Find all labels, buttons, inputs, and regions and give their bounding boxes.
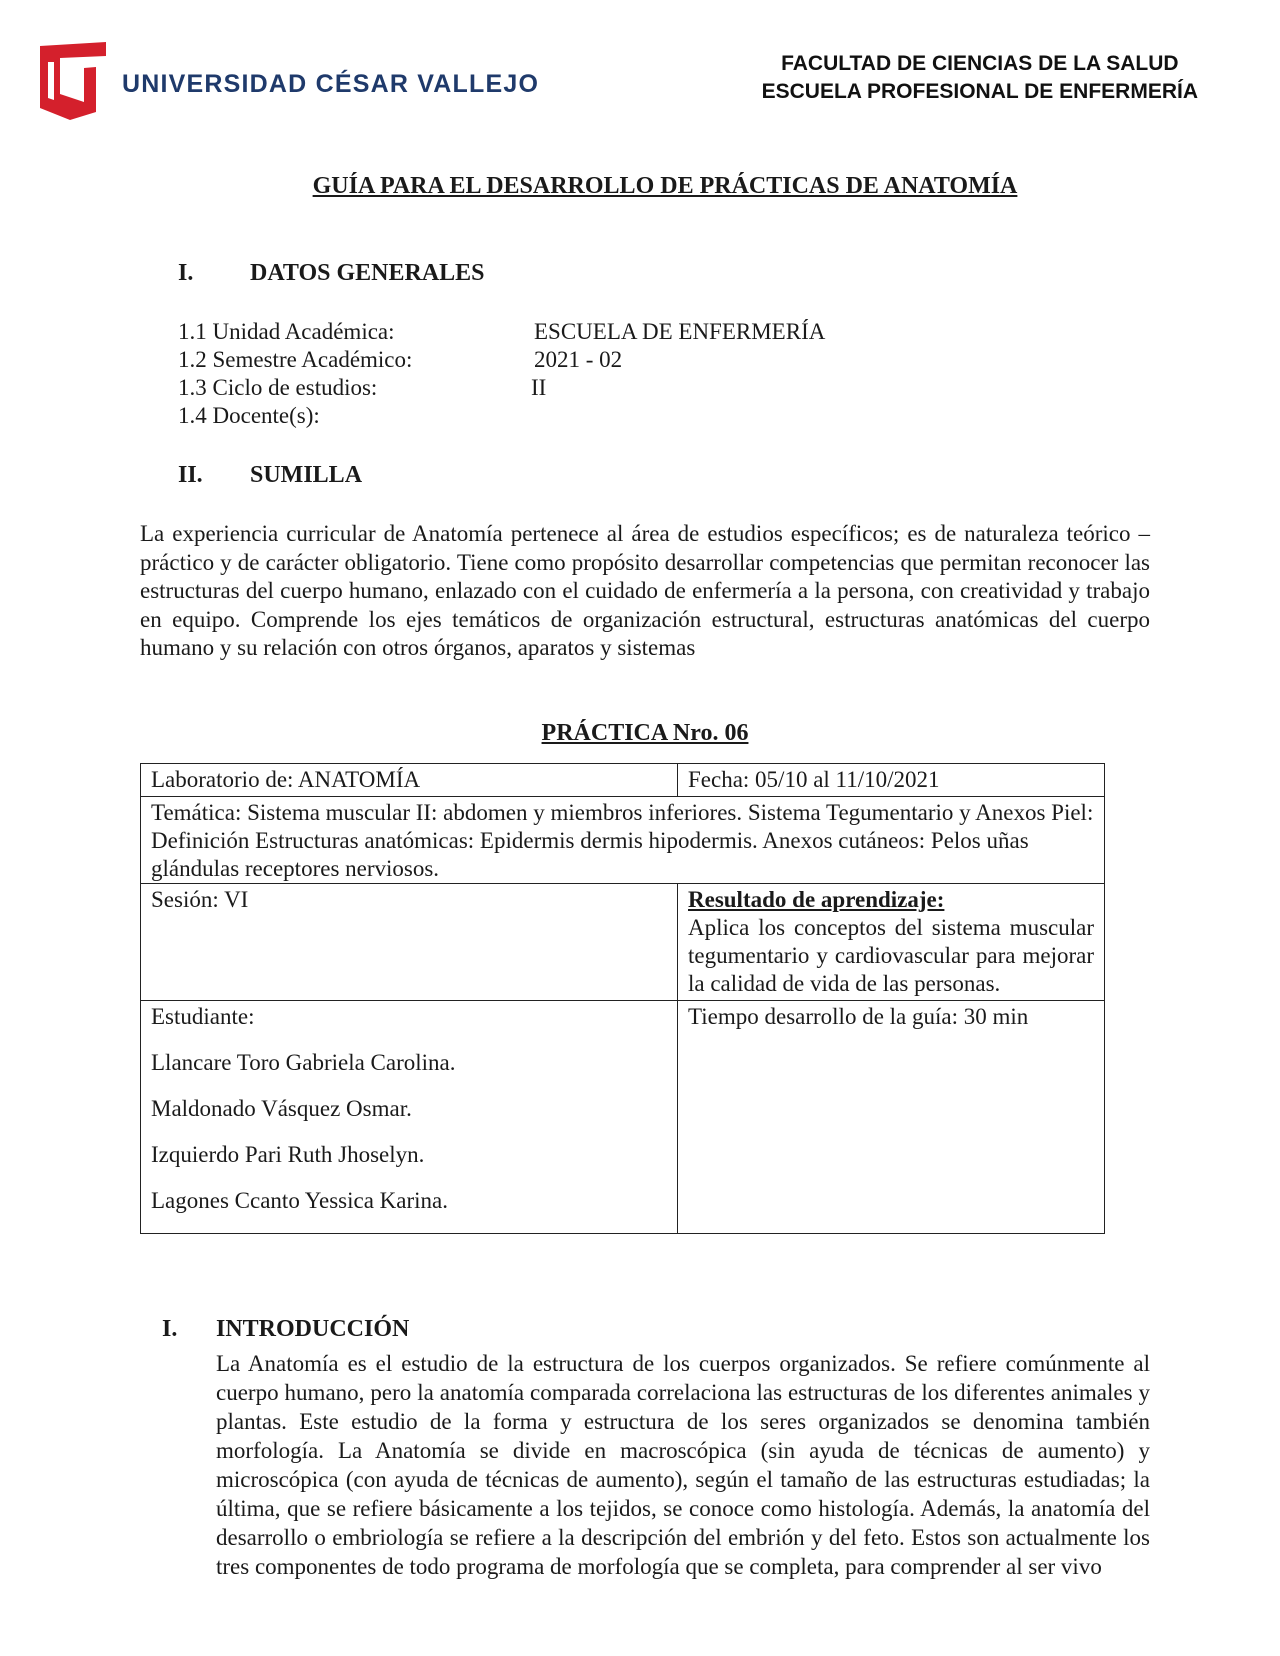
student-name: Llancare Toro Gabriela Carolina. xyxy=(151,1050,456,1075)
datos-row xyxy=(178,402,825,430)
practica-table xyxy=(140,763,1105,1234)
student-name: Izquierdo Pari Ruth Jhoselyn. xyxy=(151,1142,425,1167)
university-logo xyxy=(40,42,539,120)
datos-label: 1.1 Unidad Académica: xyxy=(178,319,395,344)
datos-generales-list xyxy=(178,318,825,430)
section-datos-generales-heading xyxy=(178,260,485,287)
student-name: Maldonado Vásquez Osmar. xyxy=(151,1096,412,1121)
introduccion-paragraph: La Anatomía es el estudio de la estructura de los cuerpos organizados. Se refiere comúnmente al cuerpo humano, pero la anatomía comparada correlaciona las estructuras de los diferentes animales y plantas. Este estudio de la forma y estructura de los seres organizados se denomina también morfología. La Anatomía se divide en macroscópica (sin ayuda de técnicas de aumento) y microscópica (con ayuda de técnicas de aumento), según el tamaño de las estructuras estudiadas; la última, que se refiere básicamente a los tejidos, se conoce como histología. Además, la anatomía del desarrollo o embriología se refiere a la descripción del embrión y del feto. Estos son actualmente los tres componentes de todo programa de morfología que se completa, para comprender al ser vivo xyxy=(216,1351,1150,1579)
section-title: DATOS GENERALES xyxy=(250,260,485,286)
datos-row xyxy=(178,318,825,346)
estudiante-label: Estudiante: xyxy=(151,1004,255,1029)
faculty-name: FACULTAD DE CIENCIAS DE LA SALUD xyxy=(781,52,1179,75)
student-name: Lagones Ccanto Yessica Karina. xyxy=(151,1188,449,1213)
table-row xyxy=(141,1001,1105,1234)
tematica-cell: Temática: Sistema muscular II: abdomen y miembros inferiores. Sistema Tegumentario y Anexos Piel: Definición Estructuras anatómicas: Epidermis dermis hipodermis. Anexos cutáneos: Pelos uñas glándulas receptores nerviosos. xyxy=(141,797,1105,884)
section-title: INTRODUCCIÓN xyxy=(216,1316,410,1342)
datos-row xyxy=(178,374,825,402)
section-number: I. xyxy=(178,260,194,286)
table-row xyxy=(141,797,1105,884)
section-number: I. xyxy=(162,1316,178,1342)
resultado-label: Resultado de aprendizaje: xyxy=(688,887,945,912)
datos-label: 1.3 Ciclo de estudios: xyxy=(178,375,378,400)
university-name: UNIVERSIDAD CÉSAR VALLEJO xyxy=(122,69,540,98)
fecha-cell: Fecha: 05/10 al 11/10/2021 xyxy=(678,764,1105,797)
sesion-cell: Sesión: VI xyxy=(141,884,678,1001)
resultado-text: Aplica los conceptos del sistema muscular tegumentario y cardiovascular para mejorar la calidad de vida de las personas. xyxy=(688,915,1094,996)
school-name: ESCUELA PROFESIONAL DE ENFERMERÍA xyxy=(761,80,1198,103)
datos-value: ESCUELA DE ENFERMERÍA xyxy=(534,319,826,344)
resultado-cell xyxy=(678,884,1105,1001)
practica-title: PRÁCTICA Nro. 06 xyxy=(541,720,749,746)
section-number: II. xyxy=(178,462,203,488)
datos-row xyxy=(178,346,825,374)
ucv-shield-icon xyxy=(40,42,106,120)
datos-value: II xyxy=(531,375,547,400)
estudiante-cell xyxy=(141,1001,678,1234)
datos-value: 2021 - 02 xyxy=(534,347,623,372)
table-row xyxy=(141,764,1105,797)
section-sumilla-heading xyxy=(178,462,362,489)
tiempo-cell: Tiempo desarrollo de la guía: 30 min xyxy=(678,1001,1105,1234)
sumilla-paragraph: La experiencia curricular de Anatomía pertenece al área de estudios específicos; es de naturaleza teórico – práctico y de carácter obligatorio. Tiene como propósito desarrollar competencias que permitan reconocer las estructuras del cuerpo humano, enlazado con el cuidado de enfermería a la persona, con creatividad y trabajo en equipo. Comprende los ejes temáticos de organización estructural, estructuras anatómicas del cuerpo humano y su relación con otros órganos, aparatos y sistemas xyxy=(140,521,1150,660)
table-row xyxy=(141,884,1105,1001)
faculty-heading xyxy=(762,50,1198,106)
datos-label: 1.2 Semestre Académico: xyxy=(178,347,413,372)
laboratorio-cell: Laboratorio de: ANATOMÍA xyxy=(141,764,678,797)
section-title: SUMILLA xyxy=(250,462,363,488)
section-introduccion-heading xyxy=(162,1316,409,1343)
datos-label: 1.4 Docente(s): xyxy=(178,403,320,428)
document-title: GUÍA PARA EL DESARROLLO DE PRÁCTICAS DE ANATOMÍA xyxy=(312,173,1018,199)
